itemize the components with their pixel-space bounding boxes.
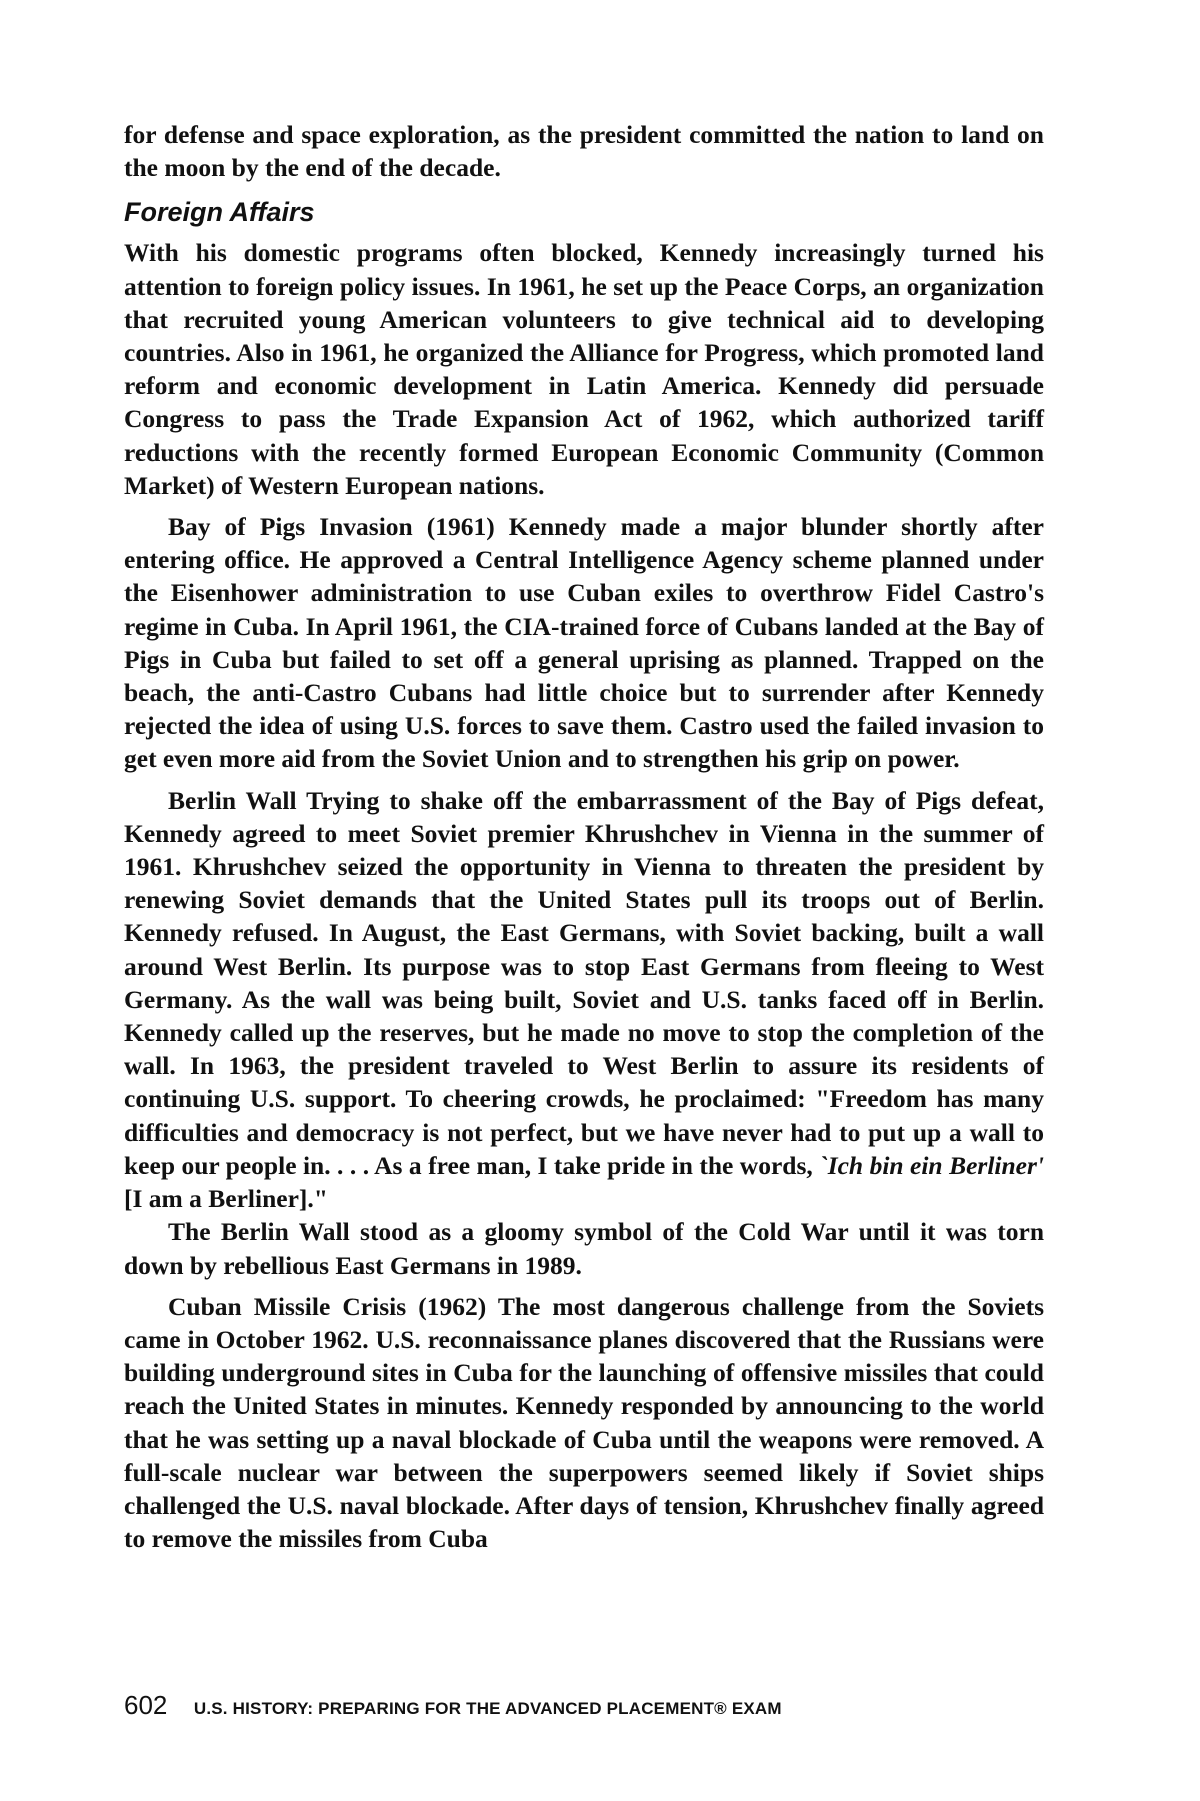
page-footer [124, 1690, 782, 1721]
page-body [124, 118, 1044, 1555]
running-title: U.S. HISTORY: PREPARING FOR THE ADVANCED PLACEMENT® EXAM [193, 1699, 782, 1718]
berlin-wall-paragraph [124, 784, 1044, 1216]
foreign-affairs-paragraph: With his domestic programs often blocked, Kennedy increasingly turned his attention to foreign policy issues. In 1961, he set up the Peace Corps, an organization that recruited young American volunteers to give technical aid to developing countries. Also in 1961, he organized the Alliance for Progress, which promoted land reform and economic development in Latin America. Kennedy did persuade Congress to pass the Trade Expansion Act of 1962, which authorized tariff reductions with the recently formed European Economic Community (Common Market) of Western European nations. [124, 238, 1044, 500]
bay-of-pigs-paragraph [124, 510, 1044, 776]
section-heading: Foreign Affairs [124, 197, 315, 228]
berlin-wall-text-end: [I am a Berliner]." [124, 1184, 328, 1214]
cuban-missile-crisis-paragraph [124, 1290, 1044, 1556]
berlin-wall-text: Trying to shake off the embarrassment of the Bay of Pigs defeat, Kennedy agreed to meet Soviet premier Khrushchev in Vienna in the summer of 1961. Khrushchev seized the opportunity in Vienna to threaten the president by renewing Soviet demands that the United States pull its troops out of Berlin. Kennedy refused. In August, the East Germans, with Soviet backing, built a wall around West Berlin. Its purpose was to stop East Germans from fleeing to West Germany. As the wall was being built, Soviet and U.S. tanks faced off in Berlin. Kennedy called up the reserves, but he made no move to stop the completion of the wall. In 1963, the president traveled to West Berlin to assure its residents of continuing U.S. support. To cheering crowds, he proclaimed: "Freedom has many difficulties and democracy is not perfect, but we have never had to put up a wall to keep our people in. . . . As a free man, I take pride in the words, [124, 785, 1044, 1180]
berlin-wall-lead: Berlin Wall [168, 785, 297, 815]
page-number: 602 [124, 1690, 168, 1720]
berlin-wall-followup-paragraph: The Berlin Wall stood as a gloomy symbol of the Cold War until it was torn down by rebellious East Germans in 1989. [124, 1217, 1044, 1280]
bay-of-pigs-lead: Bay of Pigs Invasion (1961) [168, 512, 495, 542]
bay-of-pigs-text: Kennedy made a major blunder shortly after entering office. He approved a Central Intelligence Agency scheme planned under the Eisenhower administration to use Cuban exiles to overthrow Fidel Castro's regime in Cuba. In April 1961, the CIA-trained force of Cubans landed at the Bay of Pigs in Cuba but failed to set off a general uprising as planned. Trapped on the beach, the anti-Castro Cubans had little choice but to surrender after Kennedy rejected the idea of using U.S. forces to save them. Castro used the failed invasion to get even more aid from the Soviet Union and to strengthen his grip on power. [124, 512, 1044, 774]
opening-paragraph: for defense and space exploration, as the president committed the nation to land on the moon by the end of the decade. [124, 120, 1044, 183]
berlin-quote-italic: `Ich bin ein Berliner' [819, 1150, 1044, 1180]
cuban-missile-crisis-text: The most dangerous challenge from the Soviets came in October 1962. U.S. reconnaissance planes discovered that the Russians were building underground sites in Cuba for the launching of offensive missiles that could reach the United States in minutes. Kennedy responded by announcing to the world that he was setting up a naval blockade of Cuba until the weapons were removed. A full-scale nuclear war between the superpowers seemed likely if Soviet ships challenged the U.S. naval blockade. After days of tension, Khrushchev finally agreed to remove the missiles from Cuba [124, 1291, 1044, 1554]
cuban-missile-crisis-lead: Cuban Missile Crisis (1962) [168, 1291, 487, 1321]
